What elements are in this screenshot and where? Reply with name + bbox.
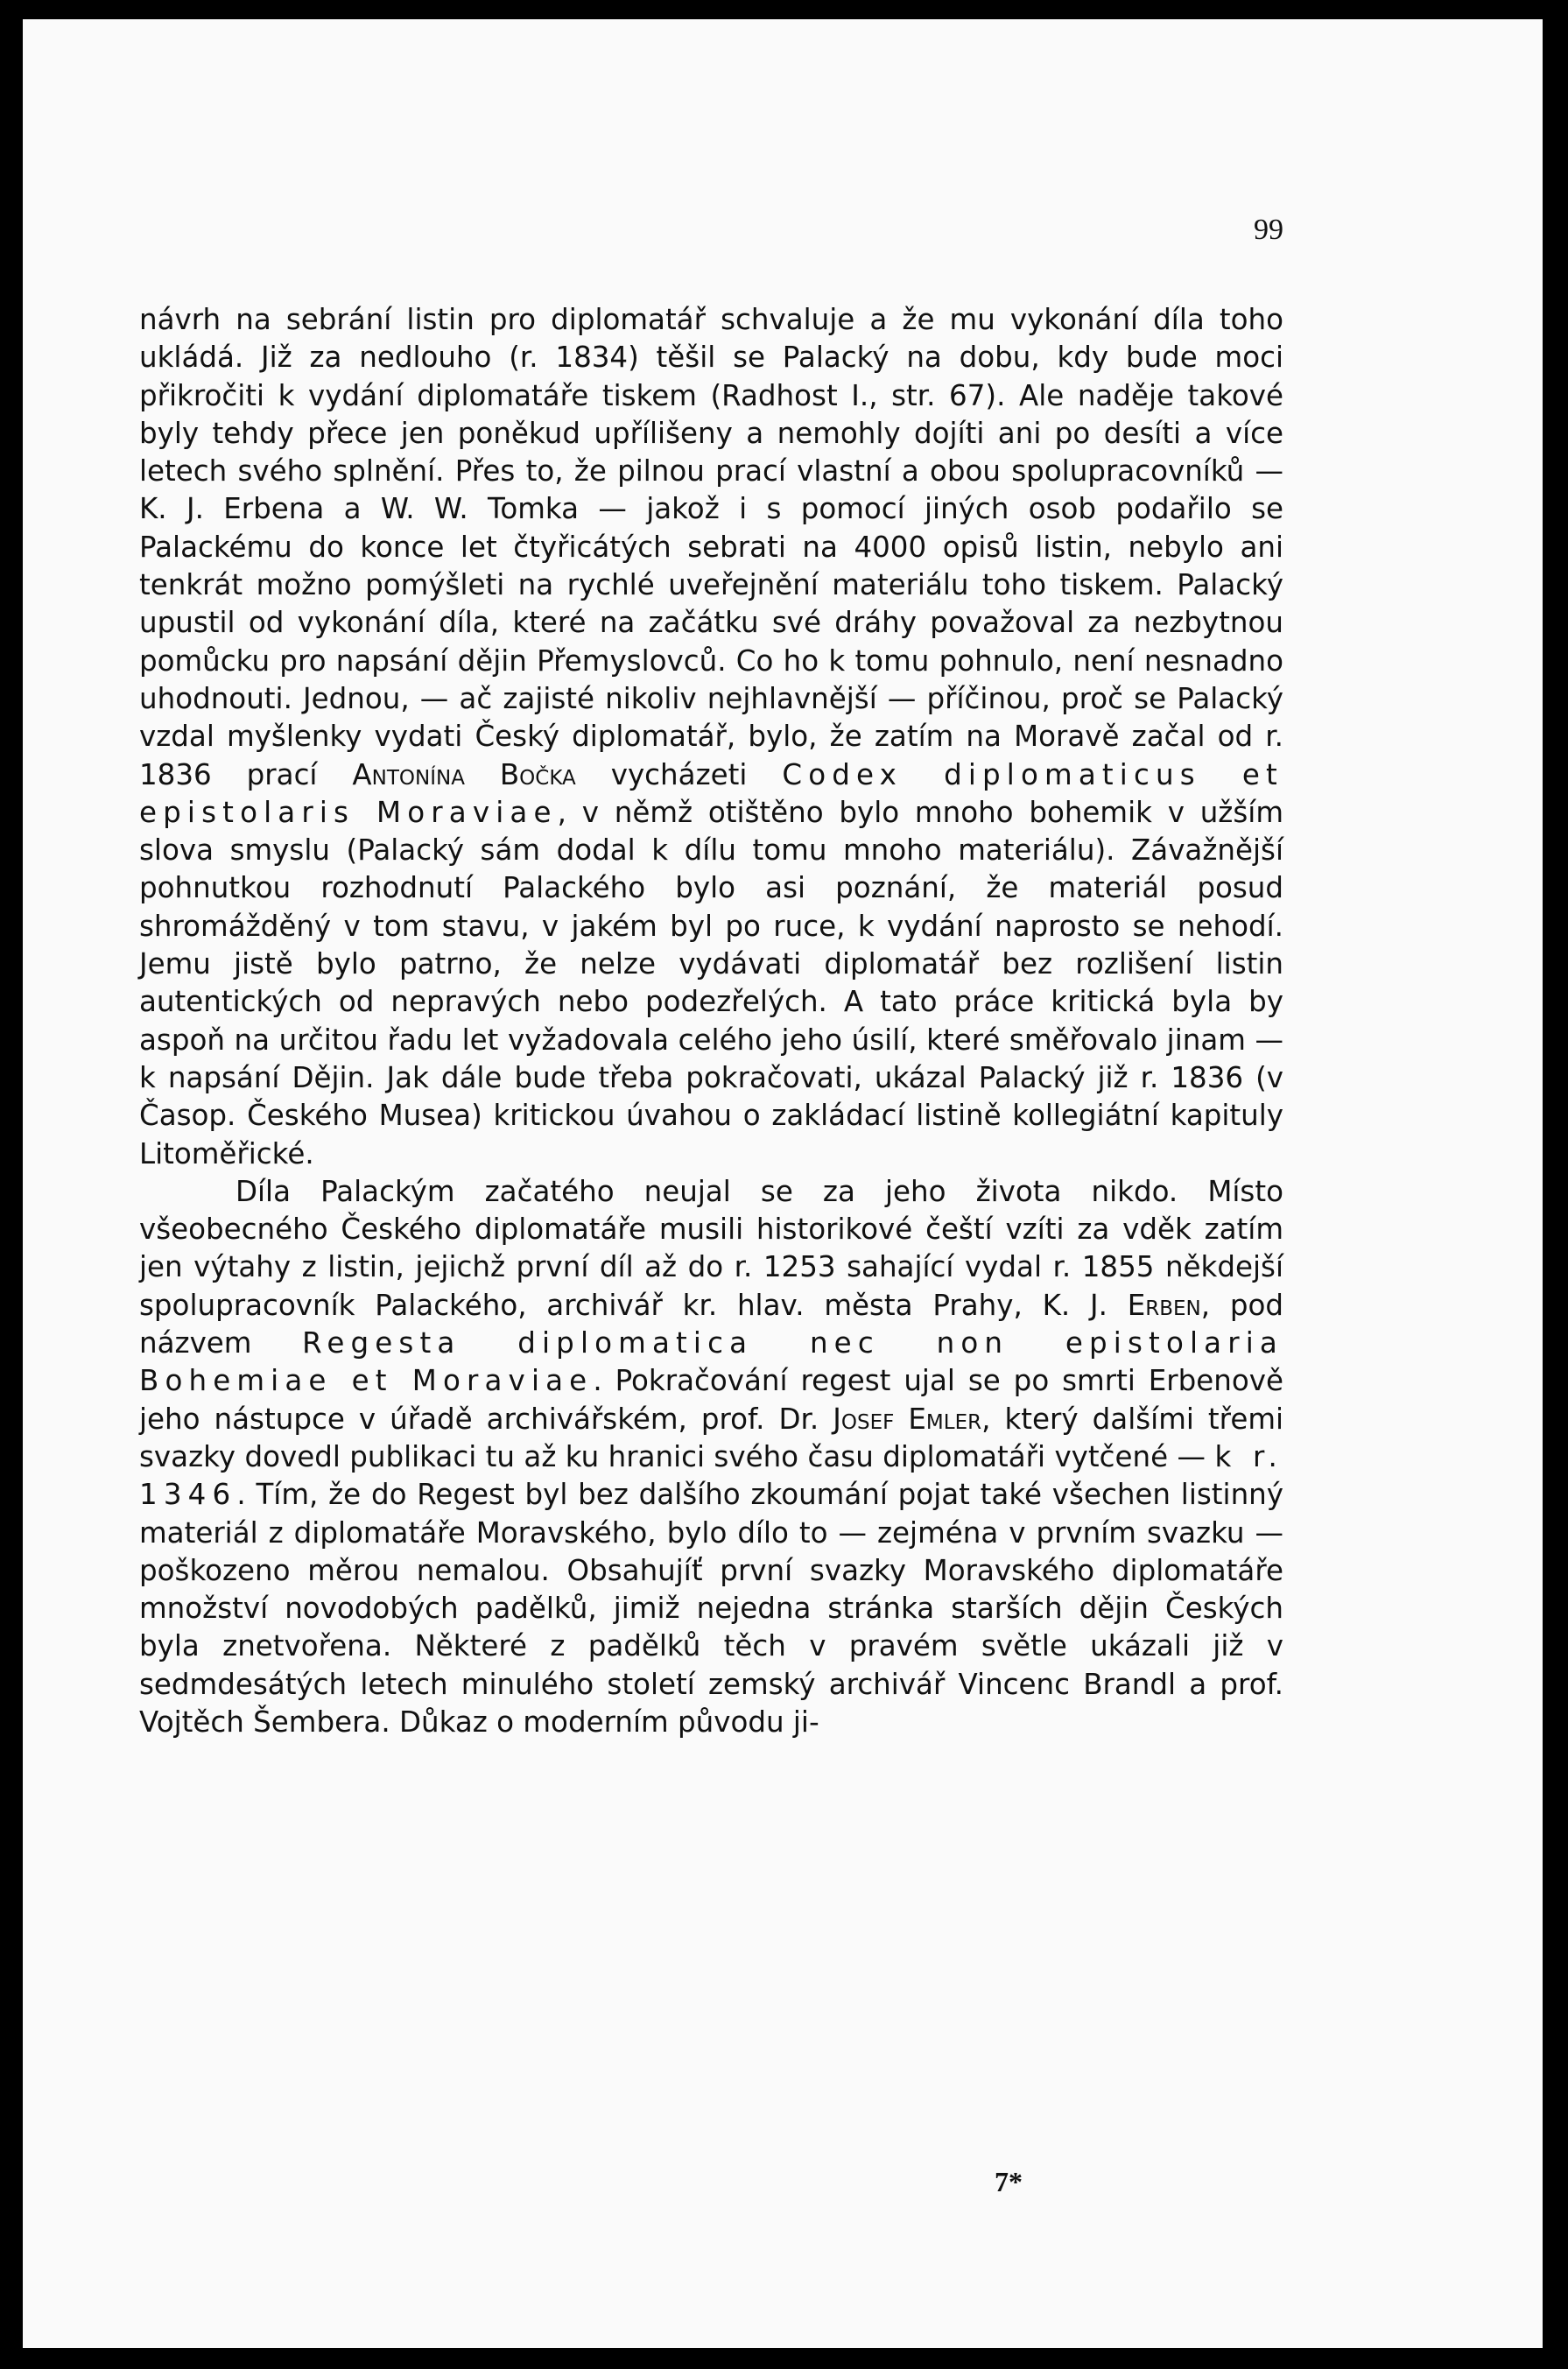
text-run: vycházeti	[610, 757, 748, 791]
text-run: , v němž otištěno bylo mnoho bohemik v užším slova smyslu (Palacký sám dodal k dílu tomu mnoho materiálu). Závažnější pohnutkou rozhodnutí Palackého bylo asi poznání, že materiál posud shromážděný v tom stavu, v jakém byl po ruce, k vydání naprosto se nehodí. Jemu jistě bylo patrno, že nelze vydávati diplomatář bez rozlišení listin autentických od nepravých nebo podezřelých. A tato práce kritická byla by aspoň na určitou řadu let vyžadovala celého jeho úsilí, které směřovalo jinam — k napsání Dějin. Jak dále bude třeba pokračovati, ukázal Palacký již r. 1836 (v Časop. Českého Musea) kritickou úvahou o zakládací listině kollegiátní kapituly Litoměřické.	[139, 795, 1283, 1170]
author-name: Erben	[1127, 1288, 1201, 1322]
text-run: , pod názvem	[139, 1288, 1283, 1360]
signature-mark: 7*	[995, 2166, 1023, 2197]
page-number: 99	[1254, 214, 1283, 246]
author-name: Josef Emler	[833, 1402, 982, 1436]
text-run: návrh na sebrání listin pro diplomatář schvaluje a že mu vykonání díla toho ukládá. Již za nedlouho (r. 1834) těšil se Palacký na dobu, kdy bude moci přikročiti k vydání diplomatáře tiskem (Radhost I., str. 67). Ale naděje takové byly tehdy přece jen poněkud upřílišeny a nemohly dojíti ani po desíti a více letech svého splnění. Přes to, že pilnou prací vlastní a obou spolupracovníků — K. J. Erbena a W. W. Tomka — jakož i s pomocí jiných osob podařilo se Palackému do konce let čtyřicátých sebrati na 4000 opisů listin, nebylo ani tenkrát možno pomýšleti na rychlé uveřejnění materiálu toho tiskem. Palacký upustil od vykonání díla, které na začátku své dráhy považoval za nezbytnou pomůcku pro napsání dějin Přemyslovců. Co ho k tomu pohnulo, není nesnadno uhodnouti. Jednou, — ač zajisté nikoliv nejhlavnější — příčinou, proč se Palacký vzdal myšlenky vydati Český diplomatář, bylo, že zatím na Moravě začal od r. 1836 prací	[139, 303, 1283, 791]
book-page	[23, 19, 1543, 2348]
paragraph-2	[139, 1173, 1283, 1741]
work-title: Regesta diplomatica nec non epistolaria Bohemiae et Moraviae	[139, 1326, 1283, 1398]
text-run: Díla Palackým začatého neujal se za jeho života nikdo. Místo všeobecného Českého diplomatáře musili historikové čeští vzíti za vděk zatím jen výtahy z listin, jejichž první díl až do r. 1253 sahající vydal r. 1855 někdejší spolupracovník Palackého, archivář kr. hlav. města Prahy, K. J.	[139, 1174, 1283, 1322]
body-text	[139, 301, 1283, 1741]
text-run: , který dalšími třemi svazky dovedl publikaci tu až ku hranici svého času diplomatáři vytčené —	[139, 1402, 1284, 1473]
paragraph-1	[139, 301, 1283, 1173]
text-run: . Pokračování regest ujal se po smrti Erbenově jeho nástupce v úřadě archivářském, prof. Dr.	[139, 1364, 1284, 1436]
spaced-text: k r. 1346	[139, 1439, 1283, 1512]
author-name: Antonína Bočka	[352, 757, 576, 791]
work-title: Codex diplomaticus et epistolaris Moraviae	[139, 757, 1283, 829]
text-run: . Tím, že do Regest byl bez dalšího zkoumání pojat také všechen listinný materiál z diplomatáře Moravského, bylo dílo to — zejména v prvním svazku — poškozeno měrou nemalou. Obsahujíť první svazky Moravského diplomatáře množství novodobých padělků, jimiž nejedna stránka starších dějin Českých byla znetvořena. Některé z padělků těch v pravém světle ukázali již v sedmdesátých letech minulého století zemský archivář Vincenc Brandl a prof. Vojtěch Šembera. Důkaz o moderním původu ji-	[139, 1478, 1283, 1739]
